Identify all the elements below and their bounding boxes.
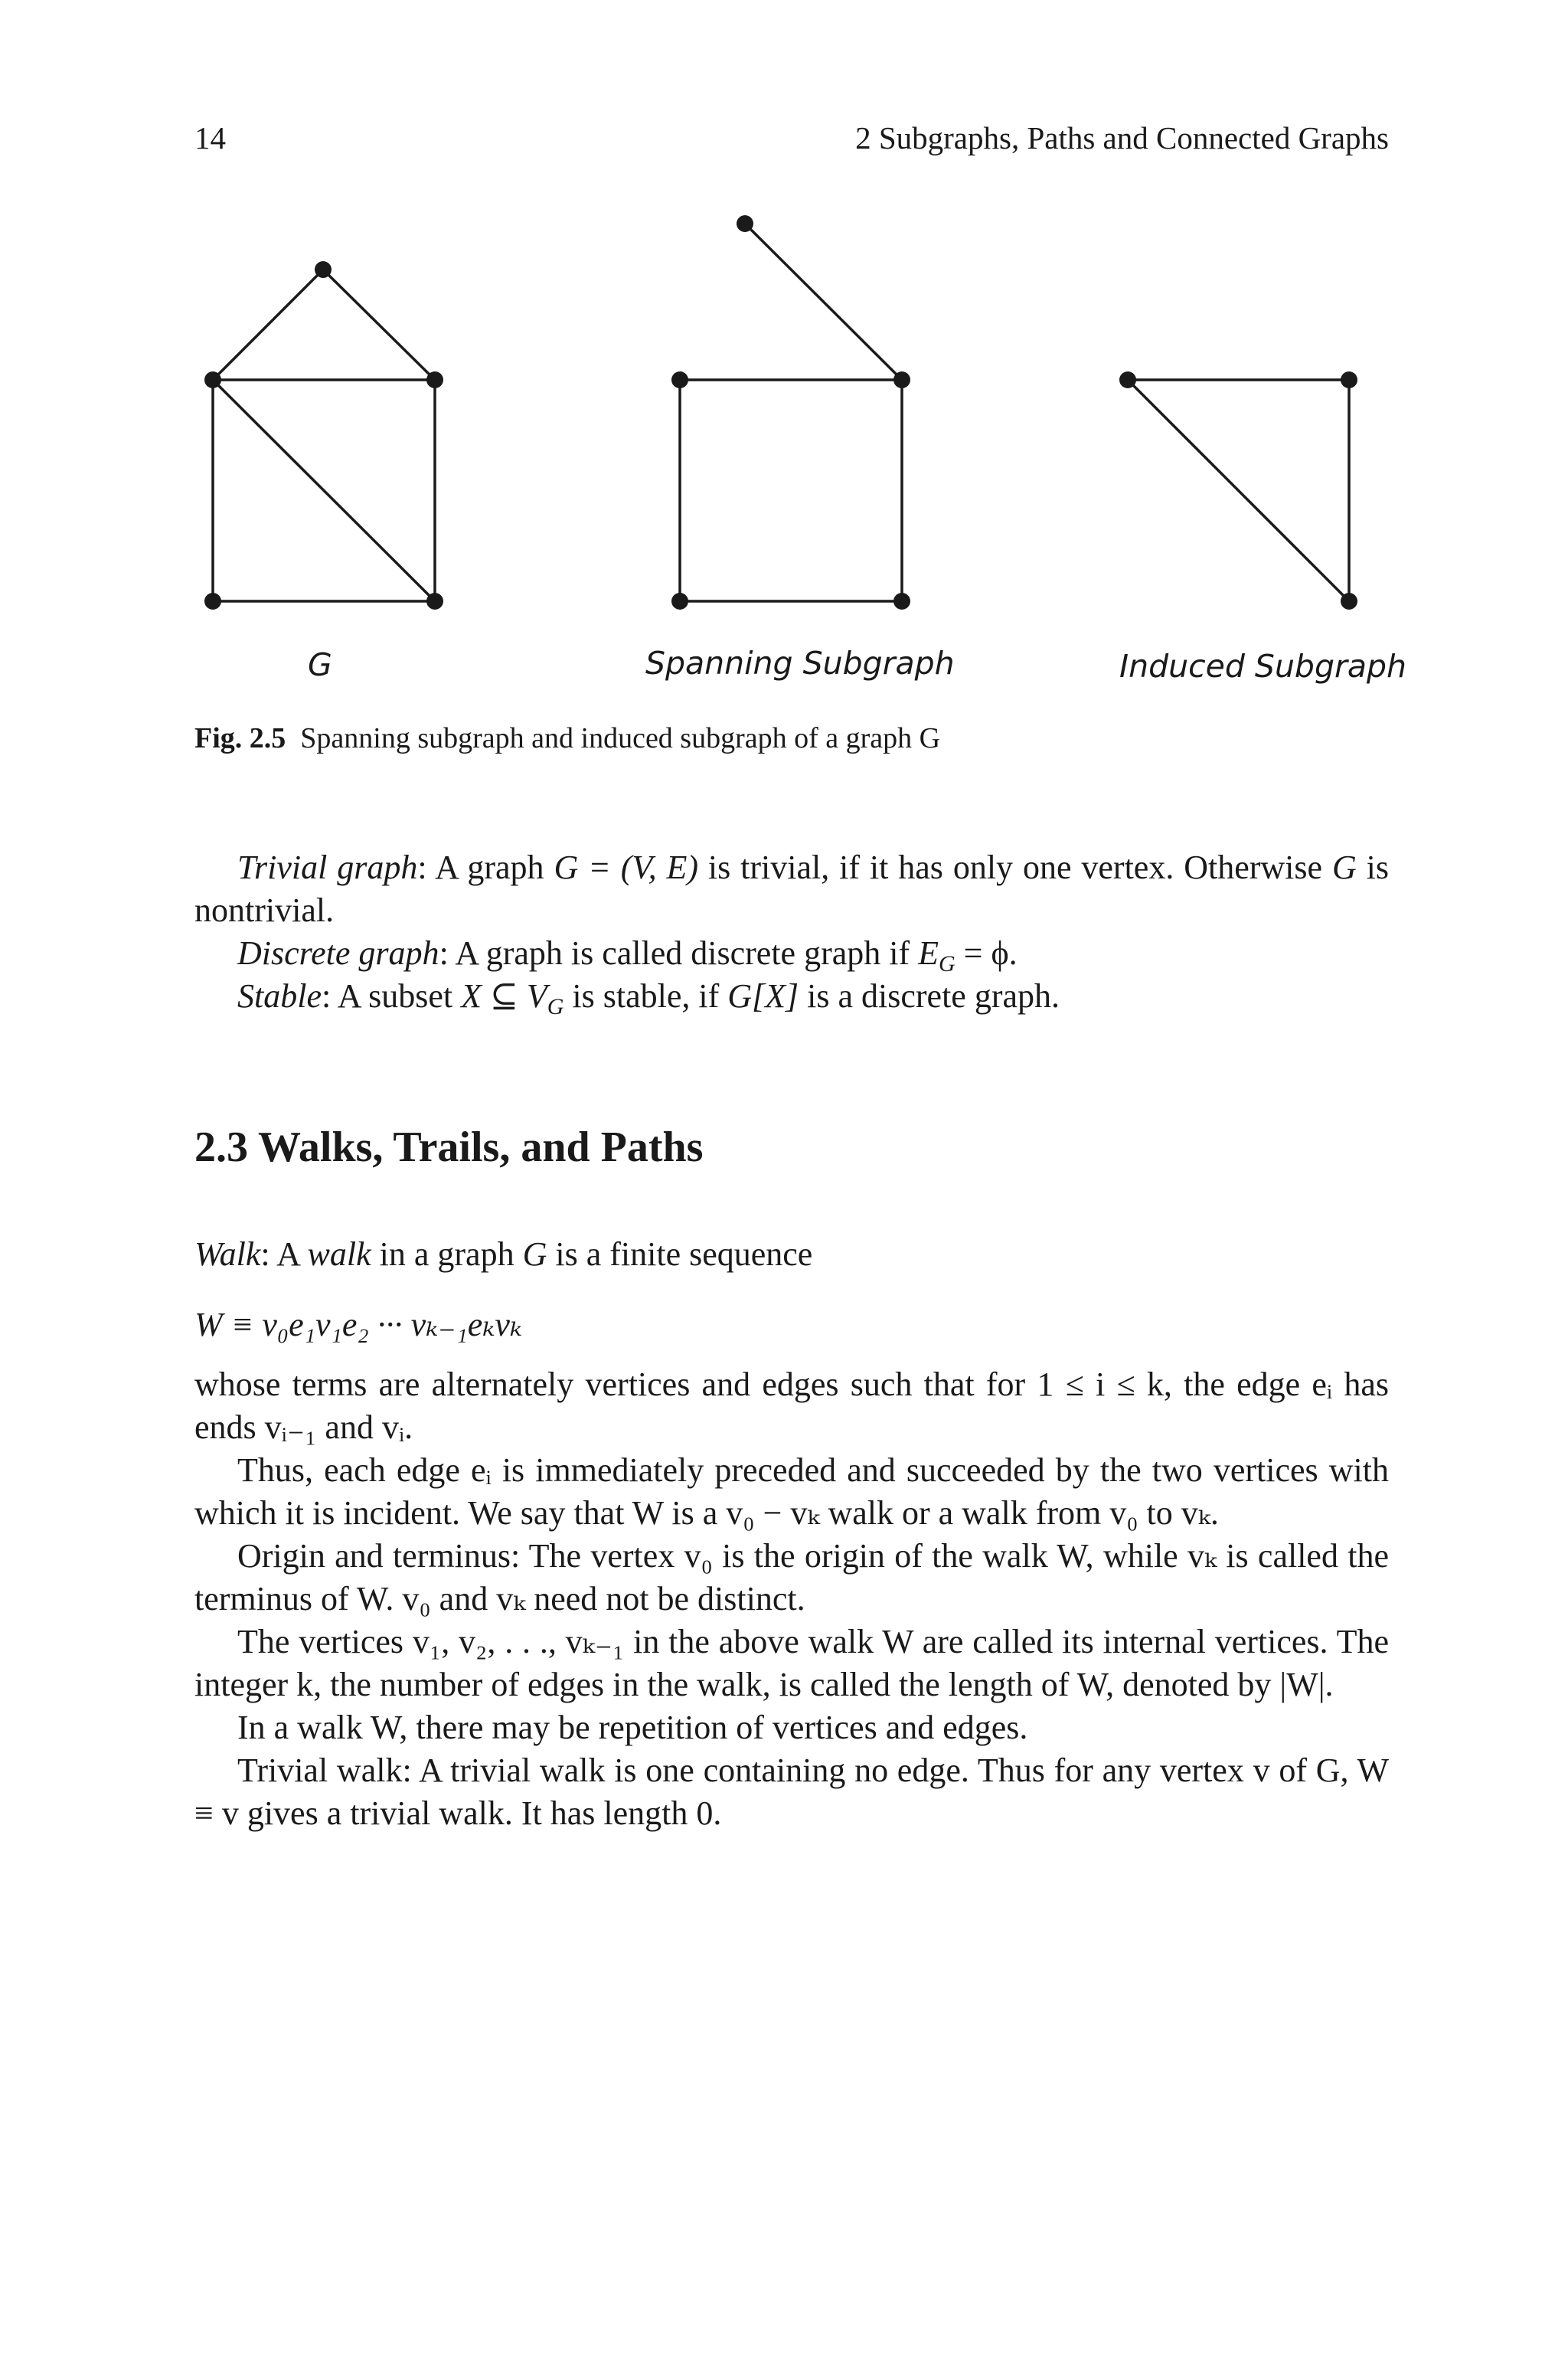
- caption-label: Fig. 2.5: [194, 722, 286, 754]
- paragraph-4: The vertices v₁, v₂, . . ., vₖ₋₁ in the above walk W are called its internal vertices. The integer k, the number of edges in the walk, is called the length of W, denoted by |W|.: [194, 1623, 1389, 1703]
- walk-definition: Walk: A walk in a graph G is a finite sequence: [194, 1235, 813, 1273]
- paragraph-3: Origin and terminus: The vertex v₀ is the origin of the walk W, while vₖ is called the terminus of W. v₀ and vₖ need not be distinct.: [194, 1537, 1389, 1617]
- graph-g-vertices: [204, 261, 443, 610]
- paragraph-5: In a walk W, there may be repetition of vertices and edges.: [237, 1709, 1028, 1746]
- def-discrete-graph: Discrete graph: A graph is called discrete graph if $E_G = \phi$.: [237, 934, 1018, 976]
- graph-g: [213, 270, 435, 601]
- definitions-block: [194, 846, 1389, 1018]
- running-title: 2 Subgraphs, Paths and Connected Graphs: [855, 120, 1389, 155]
- graph-spanning-subgraph: [680, 224, 902, 601]
- section-body: [194, 1233, 1389, 1835]
- figure-caption: [194, 724, 940, 753]
- caption-text: Spanning subgraph and induced subgraph of a graph G: [300, 722, 941, 754]
- label-g: G: [308, 646, 332, 683]
- label-spanning-subgraph: Spanning Subgraph: [645, 645, 955, 682]
- graph-induced-subgraph: [1128, 380, 1349, 601]
- def-stable: Stable: A subset X ⊆ $V_G$ is stable, if G[X] is a discrete graph.: [237, 977, 1060, 1019]
- paragraph-6: Trivial walk: A trivial walk is one containing no edge. Thus for any vertex v of G, W ≡ v gives a trivial walk. It has length 0.: [194, 1752, 1389, 1832]
- paragraph-1: whose terms are alternately vertices and edges such that for 1 ≤ i ≤ k, the edge eᵢ has ends vᵢ₋₁ and vᵢ.: [194, 1366, 1389, 1446]
- label-induced-subgraph: Induced Subgraph: [1119, 648, 1406, 685]
- walk-formula: W ≡ v₀e₁v₁e₂ ··· vₖ₋₁eₖvₖ: [194, 1306, 522, 1343]
- paragraph-2: Thus, each edge eᵢ is immediately preceded and succeeded by the two vertices with which it is incident. We say that W is a v₀ − vₖ walk or a walk from v₀ to vₖ.: [194, 1451, 1389, 1532]
- def-trivial-graph: Trivial graph: A graph G = (V, E) is trivial, if it has only one vertex. Otherwise G is nontrivial.: [194, 849, 1389, 929]
- page-number: 14: [194, 120, 226, 155]
- graph-spanning-vertices: [671, 215, 910, 610]
- figure-graphs: [0, 0, 1568, 705]
- section-heading: 2.3 Walks, Trails, and Paths: [194, 1124, 704, 1171]
